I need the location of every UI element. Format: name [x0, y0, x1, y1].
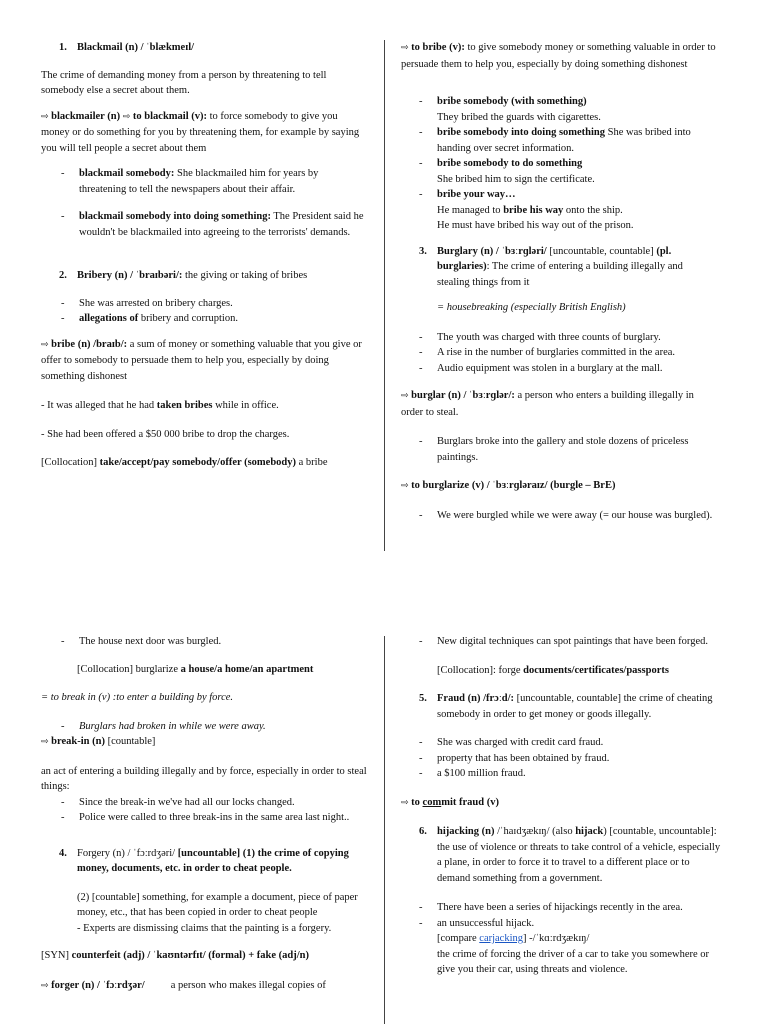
page-bottom-right — [401, 634, 721, 978]
heading-blackmail: 1. Blackmail (n) / ˈblækmeɪl/ — [59, 42, 195, 53]
bribe-example-2: - She had been offered a $50 000 bribe to drop the charges. — [41, 428, 290, 440]
arrow-right-icon: ⇨ — [401, 797, 409, 808]
arrow-right-icon: ⇨ — [41, 980, 49, 991]
commit-fraud-entry: ⇨ to commit fraud (v) — [401, 796, 499, 808]
burglar-entry: ⇨ burglar (n) / ˈbɜːrɡlər/: a person who enters a building illegally in order to steal. — [401, 390, 694, 418]
burglary-synonym: = housebreaking (especially British English) — [437, 302, 626, 313]
column-divider-bottom — [384, 636, 385, 1024]
burglary-examples — [401, 330, 717, 377]
bribe-noun-entry: ⇨ bribe (n) /braɪb/: a sum of money or something valuable that you give or offer to somebody to persuade them to help you, especially by doing something dishonest — [41, 338, 362, 382]
list-item: - We were burgled while we were away (= our house was burgled). — [417, 508, 717, 524]
carjacking-link[interactable]: carjacking — [479, 933, 524, 944]
break-in-verb-examples — [41, 719, 367, 735]
forgery-synonyms: [SYN] counterfeit (adj) / ˈkaʊntərfɪt/ (formal) + fake (adj/n) — [41, 950, 310, 961]
arrow-right-icon: ⇨ — [401, 481, 409, 491]
forgery-sense-2: (2) [countable] something, for example a document, piece of paper money, etc., that has been copied in order to cheat people — [77, 891, 358, 918]
list-item: - The youth was charged with three counts of burglary. — [417, 330, 717, 346]
list-item: - bribe somebody to do something She bribed him to sign the certificate. — [417, 156, 717, 187]
forgery-example: - Experts are dismissing claims that the painting is a forgery. — [77, 922, 332, 934]
fraud-examples — [401, 735, 721, 782]
column-divider-top — [384, 40, 385, 551]
forge-collocation: [Collocation]: forge documents/certificates/passports — [437, 664, 669, 676]
burglarize-examples — [401, 508, 717, 524]
burglarize-collocation: [Collocation] burglarize a house/a home/an apartment — [77, 663, 314, 675]
page-top-right — [401, 40, 717, 523]
heading-burglary: 3. Burglary (n) / ˈbɜːrɡləri/ [uncountable, countable] (pl. burglaries): The crime of entering a building illegally and stealing things from it — [419, 245, 683, 288]
list-item: - New digital techniques can spot paintings that have been forged. — [417, 634, 721, 650]
list-item: - allegations of bribery and corruption. — [59, 311, 367, 327]
burgled-examples — [41, 634, 367, 650]
bribery-examples — [41, 296, 367, 327]
list-item: - bribe your way… He managed to bribe his way onto the ship. He must have bribed his way out of the prison. — [417, 187, 717, 234]
arrow-right-icon: ⇨ — [41, 339, 49, 350]
arrow-right-icon: ⇨ — [401, 391, 409, 401]
forger-entry: ⇨ forger (n) / ˈfɔːrdʒər/ a person who makes illegal copies of — [41, 979, 326, 991]
break-in-examples — [41, 795, 367, 826]
list-item: - property that has been obtained by fraud. — [417, 751, 721, 767]
arrow-right-icon: ⇨ — [122, 111, 131, 122]
hijacking-examples — [401, 900, 721, 978]
break-in-definition: an act of entering a building illegally and by force, especially in order to steal things: — [41, 765, 367, 792]
break-in-verb: = to break in (v) :to enter a building by force. — [41, 692, 234, 703]
list-item: - Burglars broke into the gallery and stole dozens of priceless paintings. — [417, 434, 717, 465]
heading-hijacking: 6. hijacking (n) /ˈhaɪdʒækɪŋ/ (also hijack) [countable, uncountable]: the use of violence or threats to take control of a vehicle, especially a plane, in order to force it to travel to a different place or to demand something from a government. — [419, 826, 721, 884]
burglarize-entry: ⇨ to burglarize (v) / ˈbɜːrɡləraɪz/ (burgle – BrE) — [401, 480, 616, 491]
blackmailer-entry: ⇨ blackmailer (n) ⇨ to blackmail (v): to force somebody to give you money or do something for you by threatening them, for example by saying you will tell people a secret about them — [41, 110, 360, 154]
heading-bribery: 2. Bribery (n) / ˈbraɪbəri/: the giving or taking of bribes — [59, 270, 308, 281]
list-item: - bribe somebody (with something) They bribed the guards with cigarettes. — [417, 94, 717, 125]
arrow-right-icon: ⇨ — [401, 43, 409, 53]
heading-forgery: 4. Forgery (n) / ˈfɔːrdʒəri/ [uncountable] (1) the crime of copying money, documents, etc. in order to cheat people. — [59, 847, 349, 874]
forged-examples — [401, 634, 721, 650]
blackmail-examples — [41, 166, 367, 240]
list-item: - She was arrested on bribery charges. — [59, 296, 367, 312]
list-item: - Police were called to three break-ins in the same area last night.. — [59, 810, 367, 826]
to-bribe-entry: ⇨ to bribe (v): to give somebody money or something valuable in order to persuade them to help you, especially by doing something dishonest — [401, 42, 716, 70]
arrow-right-icon: ⇨ — [41, 111, 49, 122]
page-top-left — [41, 40, 367, 471]
list-item: - Audio equipment was stolen in a burglary at the mall. — [417, 361, 717, 377]
list-item: - bribe somebody into doing something She was bribed into handing over secret information. — [417, 125, 717, 156]
page-bottom-left — [41, 634, 367, 994]
break-in-noun-entry: ⇨ break-in (n) [countable] — [41, 736, 156, 747]
list-item: - The house next door was burgled. — [59, 634, 367, 650]
list-item: - There have been a series of hijackings recently in the area. — [417, 900, 721, 916]
to-bribe-examples — [401, 94, 717, 234]
list-item: - blackmail somebody: She blackmailed him for years by threatening to tell the newspapers about their affair. — [59, 166, 367, 197]
arrow-right-icon: ⇨ — [41, 737, 49, 747]
bribe-example-1: - It was alleged that he had taken bribes while in office. — [41, 400, 279, 411]
list-item: - a $100 million fraud. — [417, 766, 721, 782]
bribe-collocation: [Collocation] take/accept/pay somebody/offer (somebody) a bribe — [41, 457, 328, 468]
heading-fraud: 5. Fraud (n) /frɔːd/: [uncountable, countable] the crime of cheating somebody in order to get money or goods illegally. — [419, 693, 713, 720]
list-item: - Burglars had broken in while we were away. — [59, 719, 367, 735]
list-item: - She was charged with credit card fraud. — [417, 735, 721, 751]
list-item: - A rise in the number of burglaries committed in the area. — [417, 345, 717, 361]
list-item: - an unsuccessful hijack. [compare carjacking] -/ˈkɑːrdʒækɪŋ/ the crime of forcing the driver of a car to take you somewhere or give you their car, using threats and violence. — [417, 916, 721, 978]
burglar-examples — [401, 434, 717, 465]
list-item: - blackmail somebody into doing something: The President said he wouldn't be blackmailed into agreeing to the terrorists' demands. — [59, 209, 367, 240]
blackmail-definition: The crime of demanding money from a person by threatening to tell somebody else a secret about them. — [41, 69, 327, 96]
list-item: - Since the break-in we've had all our locks changed. — [59, 795, 367, 811]
